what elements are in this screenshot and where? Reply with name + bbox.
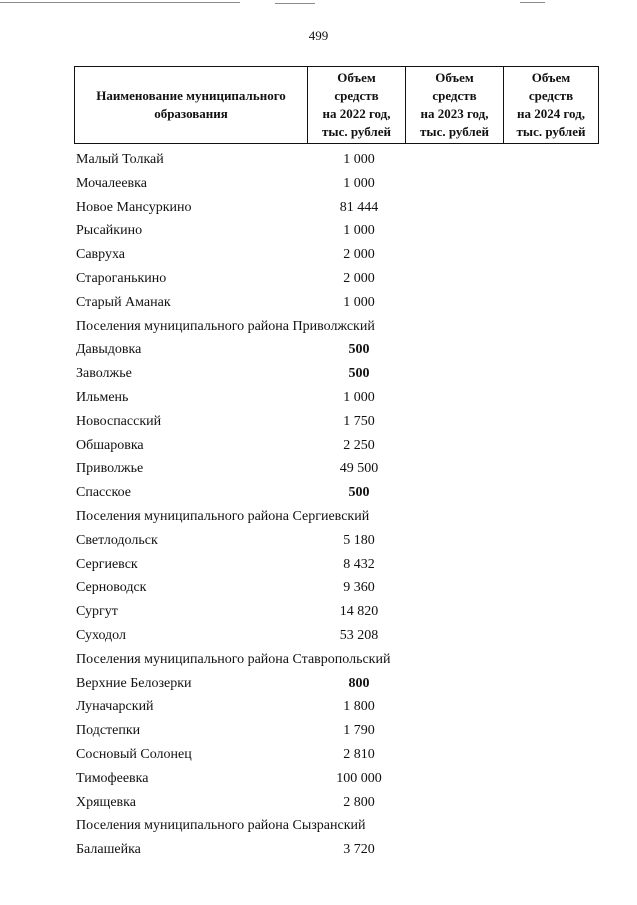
scan-artifact bbox=[0, 2, 240, 3]
amount-2022: 9 360 bbox=[343, 580, 375, 596]
table-row bbox=[0, 839, 637, 863]
table-row bbox=[0, 625, 637, 649]
section-heading-row bbox=[0, 815, 637, 839]
section-heading-row bbox=[0, 649, 637, 673]
table-row bbox=[0, 696, 637, 720]
table-row bbox=[0, 292, 637, 316]
section-heading: Поселения муниципального района Сызранский bbox=[76, 818, 366, 834]
table-row bbox=[0, 244, 637, 268]
amount-2022: 2 000 bbox=[343, 247, 375, 263]
table-row bbox=[0, 268, 637, 292]
municipality-name: Новоспасский bbox=[76, 413, 162, 429]
header-volume-2024 bbox=[504, 67, 599, 144]
municipality-name: Обшаровка bbox=[76, 437, 144, 453]
header-municipality-name bbox=[75, 67, 308, 144]
table-row bbox=[0, 387, 637, 411]
section-heading: Поселения муниципального района Ставропольский bbox=[76, 651, 391, 667]
table-row bbox=[0, 601, 637, 625]
amount-2022: 1 750 bbox=[343, 413, 375, 429]
amount-2022: 2 800 bbox=[343, 794, 375, 810]
municipality-name: Давыдовка bbox=[76, 342, 142, 358]
amount-2022: 500 bbox=[348, 485, 370, 501]
amount-2022: 1 000 bbox=[343, 389, 375, 405]
municipality-name: Хрящевка bbox=[76, 794, 136, 810]
municipality-name: Спасское bbox=[76, 485, 131, 501]
municipality-name: Савруха bbox=[76, 247, 126, 263]
municipality-name: Приволжье bbox=[76, 461, 144, 477]
header-line: средств bbox=[528, 88, 574, 103]
municipality-name: Сергиевск bbox=[76, 556, 138, 572]
table-row bbox=[0, 363, 637, 387]
municipality-name: Суходол bbox=[76, 627, 126, 643]
header-line: тыс. рублей bbox=[420, 124, 489, 139]
municipality-name: Серноводск bbox=[76, 580, 147, 596]
amount-2022: 2 810 bbox=[343, 746, 375, 762]
amount-2022: 1 000 bbox=[343, 152, 375, 167]
amount-2022: 1 000 bbox=[343, 294, 375, 310]
amount-2022: 1 000 bbox=[343, 175, 375, 191]
table-row bbox=[0, 720, 637, 744]
table-row bbox=[0, 339, 637, 363]
header-line: образования bbox=[154, 106, 228, 121]
municipality-name: Рысайкино bbox=[76, 223, 143, 239]
amount-2022: 500 bbox=[348, 342, 370, 358]
amount-2022: 81 444 bbox=[339, 199, 379, 215]
table-row bbox=[0, 554, 637, 578]
section-heading-row bbox=[0, 506, 637, 530]
scan-artifact bbox=[520, 2, 545, 3]
municipality-name: Светлодольск bbox=[76, 532, 158, 548]
header-volume-2022 bbox=[308, 67, 406, 144]
table-row bbox=[0, 173, 637, 197]
municipality-name: Мочалеевка bbox=[76, 175, 147, 191]
header-line: Объем bbox=[531, 70, 571, 85]
table-body bbox=[0, 149, 637, 863]
amount-2022: 49 500 bbox=[339, 461, 379, 477]
header-line: Объем bbox=[337, 70, 376, 85]
section-heading: Поселения муниципального района Сергиевский bbox=[76, 508, 370, 524]
header-line: средств bbox=[432, 88, 477, 103]
table-row bbox=[0, 411, 637, 435]
municipality-name: Ильмень bbox=[76, 389, 129, 405]
municipality-name: Заволжье bbox=[76, 366, 132, 382]
header-line: на 2024 год, bbox=[516, 106, 586, 121]
municipality-name: Тимофеевка bbox=[76, 770, 149, 786]
amount-2022: 1 790 bbox=[343, 723, 375, 739]
section-heading-row bbox=[0, 316, 637, 340]
table-row bbox=[0, 149, 637, 173]
header-line: Объем bbox=[435, 70, 474, 85]
table-row bbox=[0, 768, 637, 792]
header-line: тыс. рублей bbox=[516, 124, 586, 139]
header-line: на 2023 год, bbox=[420, 106, 489, 121]
amount-2022: 5 180 bbox=[343, 532, 375, 548]
header-volume-2023 bbox=[406, 67, 504, 144]
table-row bbox=[0, 792, 637, 816]
header-line: на 2022 год, bbox=[322, 106, 391, 121]
table-row bbox=[0, 220, 637, 244]
table-row bbox=[0, 197, 637, 221]
municipality-name: Подстепки bbox=[76, 723, 141, 739]
amount-2022: 1 000 bbox=[343, 223, 375, 239]
municipality-name: Малый Толкай bbox=[76, 152, 164, 167]
amount-2022: 500 bbox=[348, 366, 370, 382]
table-row bbox=[0, 744, 637, 768]
table-row bbox=[0, 458, 637, 482]
municipality-name: Староганькино bbox=[76, 270, 167, 286]
amount-2022: 2 250 bbox=[343, 437, 375, 453]
municipality-name: Сургут bbox=[76, 604, 118, 620]
municipality-name: Луначарский bbox=[76, 699, 154, 715]
page-number: 499 bbox=[308, 28, 329, 43]
table-row bbox=[0, 577, 637, 601]
table-row bbox=[0, 435, 637, 459]
table-row bbox=[0, 482, 637, 506]
municipality-name: Новое Мансуркино bbox=[76, 199, 192, 215]
scan-artifact bbox=[275, 3, 315, 4]
amount-2022: 53 208 bbox=[339, 627, 379, 643]
municipality-name: Балашейка bbox=[76, 842, 141, 858]
header-line: средств bbox=[334, 88, 379, 103]
header-line: Наименование муниципального bbox=[96, 88, 286, 103]
municipality-name: Сосновый Солонец bbox=[76, 746, 192, 762]
amount-2022: 14 820 bbox=[339, 604, 379, 620]
amount-2022: 800 bbox=[348, 675, 370, 691]
table-row bbox=[0, 530, 637, 554]
table-row bbox=[0, 673, 637, 697]
amount-2022: 2 000 bbox=[343, 270, 375, 286]
amount-2022: 100 000 bbox=[336, 770, 382, 786]
table-header bbox=[74, 66, 599, 144]
section-heading: Поселения муниципального района Приволжский bbox=[76, 318, 375, 334]
amount-2022: 3 720 bbox=[343, 842, 375, 858]
amount-2022: 1 800 bbox=[343, 699, 375, 715]
amount-2022: 8 432 bbox=[343, 556, 375, 572]
municipality-name: Старый Аманак bbox=[76, 294, 171, 310]
header-line: тыс. рублей bbox=[322, 124, 391, 139]
municipality-name: Верхние Белозерки bbox=[76, 675, 192, 691]
